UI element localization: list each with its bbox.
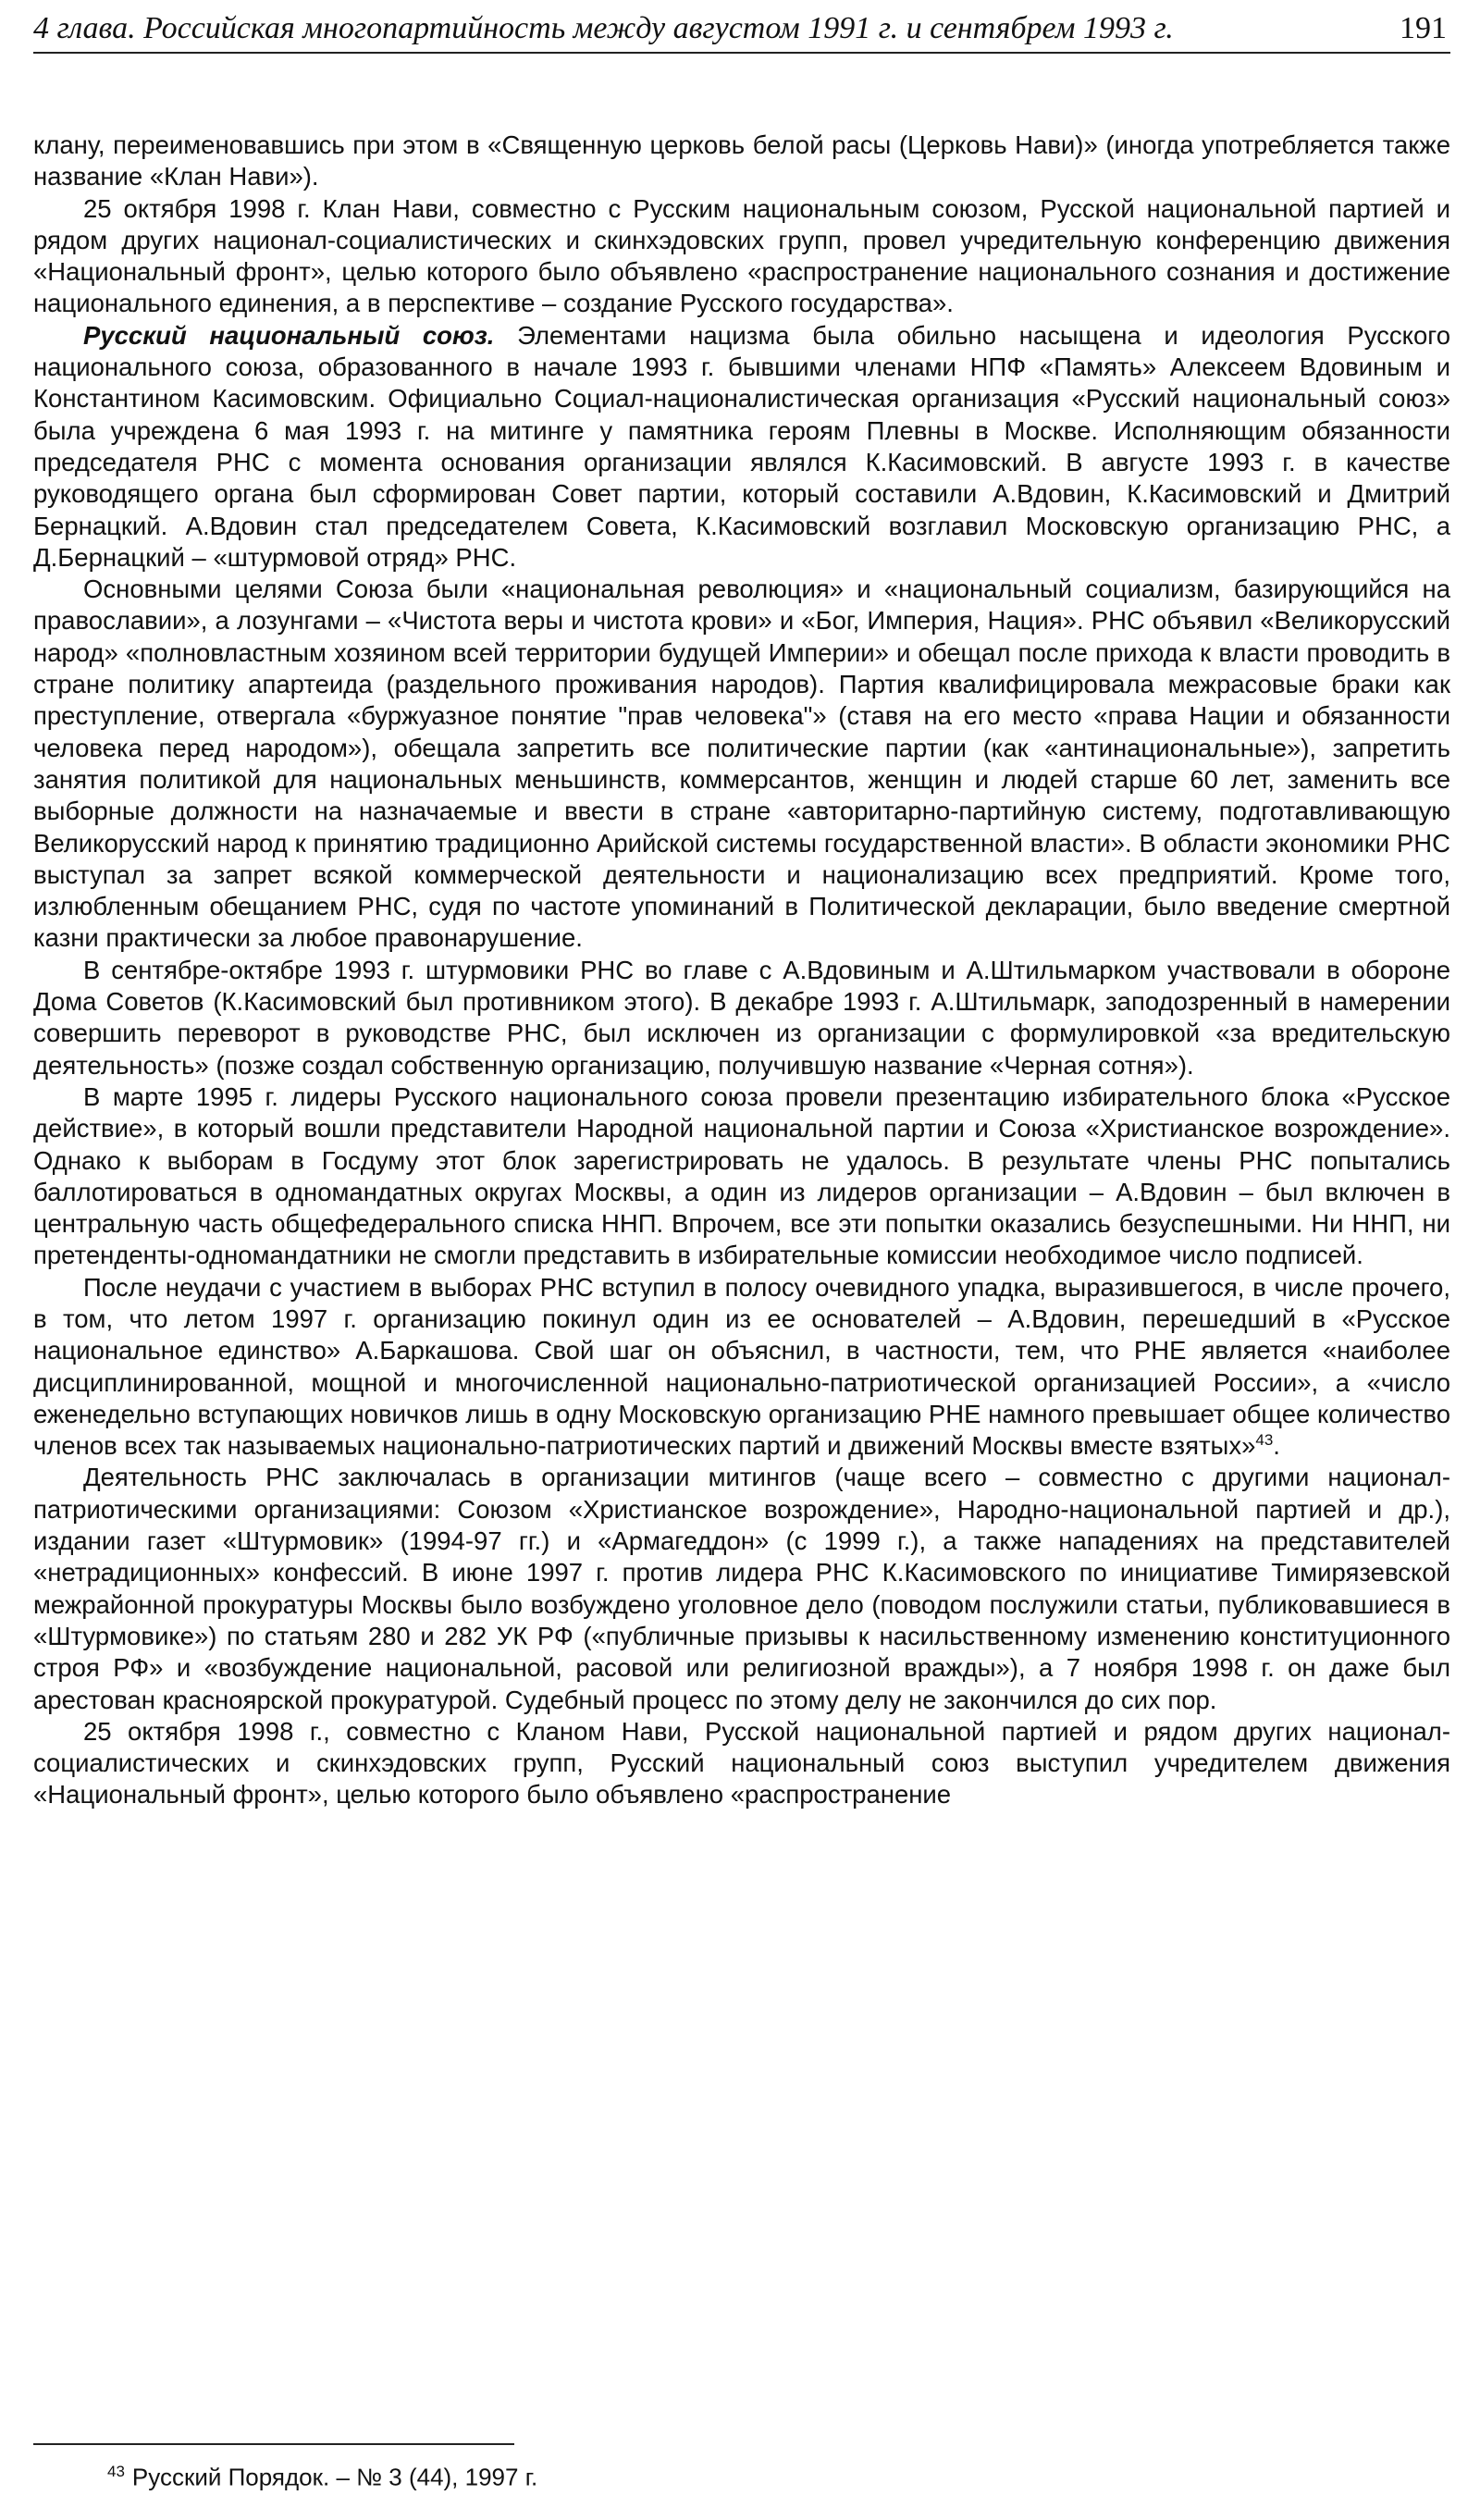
page-number: 191 — [1400, 11, 1447, 45]
paragraph: Основными целями Союза были «национальная революция» и «национальный социализм, базирующийся на православии», а лозунгами – «Чистота веры и чистота крови» и «Бог, Империя, Нация». РНС объявил «Великорусский народ» «полновластным хозяином всей территории будущей Империи» и обещал после прихода к власти проводить в стране политику апартеида (раздельного проживания народов). Партия квалифицировала межрасовые браки как преступление, отвергала «буржуазное понятие "прав человека"» (ставя на его место «права Нации и обязанности человека перед народом»), обещала запретить все политические партии (как «антинациональные»), запретить занятия политикой для национальных меньшинств, коммерсантов, женщин и людей старше 60 лет, заменить все выборные должности на назначаемые и ввести в стране «авторитарно-партийную систему, подготавливающую Великорусский народ к принятию традиционно Арийской системы государственной власти». В области экономики РНС выступал за запрет всякой коммерческой деятельности и национализацию всех предприятий. Кроме того, излюбленным обещанием РНС, судя по частоте упоминаний в Политической декларации, было введение смертной казни практически за любое правонарушение. — [33, 574, 1450, 953]
footnote-number: 43 — [107, 2463, 125, 2480]
paragraph: Деятельность РНС заключалась в организации митингов (чаще всего – совместно с другими национал-патриотическими организациями: Союзом «Христианское возрождение», Народно-национальной партией и др.), издании газет «Штурмовик» (1994-97 гг.) и «Армагеддон» (с 1999 г.), а также нападениях на представителей «нетрадиционных» конфессий. В июне 1997 г. против лидера РНС К.Касимовского по инициативе Тимирязевской межрайонной прокуратуры Москвы было возбуждено уголовное дело (поводом послужили статьи, публиковавшиеся в «Штурмовике») по статьям 280 и 282 УК РФ («публичные призывы к насильственному изменению конституционного строя РФ» и «возбуждение национальной, расовой или религиозной вражды»), а 7 ноября 1998 г. он даже был арестован красноярской прокуратурой. Судебный процесс по этому делу не закончился до сих пор. — [33, 1463, 1450, 1714]
footnote — [33, 2453, 1450, 2496]
paragraph: В марте 1995 г. лидеры Русского национального союза провели презентацию избирательного блока «Русское действие», в который вошли представители Народной национальной партии и Союза «Христианское возрождение». Однако к выборам в Госдуму этот блок зарегистрировать не удалось. В результате члены РНС попытались баллотироваться в одномандатных округах Москвы, а один из лидеров организации – А.Вдовин – был включен в центральную часть общефедерального списка ННП. Впрочем, все эти попытки оказались безуспешными. Ни ННП, ни претенденты-одномандатники не смогли представить в избирательные комиссии необходимое число подписей. — [33, 1081, 1450, 1270]
paragraph: 25 октября 1998 г. Клан Нави, совместно с Русским национальным союзом, Русской национальной партией и рядом других национал-социалистических и скинхэдовских групп, провел учредительную конференцию движения «Национальный фронт», целью которого было объявлено «распространение национального сознания и достижение национального единения, а в перспективе – создание Русского государства». — [33, 193, 1450, 318]
chapter-title: 4 глава. Российская многопартийность между августом 1991 г. и сентябрем 1993 г. — [33, 11, 1174, 45]
paragraph: В сентябре-октябре 1993 г. штурмовики РНС во главе с А.Вдовиным и А.Штильмарком участвовали в обороне Дома Советов (К.Касимовский был противником этого). В декабре 1993 г. А.Штильмарк, заподозренный в намерении совершить переворот в руководстве РНС, был исключен из организации с формулировкой «за вредительскую деятельность» (позже создал собственную организацию, получившую название «Черная сотня»). — [33, 955, 1450, 1080]
paragraph: После неудачи с участием в выборах РНС вступил в полосу очевидного упадка, выразившегося, в числе прочего, в том, что летом 1997 г. организацию покинул один из ее основателей – А.Вдовин, перешедший в «Русское национальное единство» А.Баркашова. Свой шаг он объяснил, в частности, тем, что РНЕ является «наиболее дисциплинированной, мощной и многочисленной национально-патриотической организацией России», а «число еженедельно вступающих новичков лишь в одну Московскую организацию РНЕ намного превышает общее количество членов всех так называемых национально-патриотических партий и движений Москвы вместе взятых»$^{43}$. — [33, 1272, 1450, 1461]
paragraph: Русский национальный союз. Элементами нацизма была обильно насыщена и идеология Русского национального союза, образованного в начале 1993 г. бывшими членами НПФ «Память» Алексеем Вдовиным и Константином Касимовским. Официально Социал-националистическая организация «Русский национальный союз» была учреждена 6 мая 1993 г. на митинге у памятника героям Плевны в Москве. Исполняющим обязанности председателя РНС с момента основания организации являлся К.Касимовский. В августе 1993 г. в качестве руководящего органа был сформирован Совет партии, который составили А.Вдовин, К.Касимовский и Дмитрий Бернацкий. А.Вдовин стал председателем Совета, К.Касимовский возглавил Московскую организацию РНС, а Д.Бернацкий – «штурмовой отряд» РНС. — [33, 320, 1451, 572]
paragraph: 25 октября 1998 г., совместно с Кланом Нави, Русской национальной партией и рядом других национал-социалистических и скинхэдовских групп, Русский национальный союз выступил учредителем движения «Национальный фронт», целью которого было объявлено «распространение — [33, 1716, 1450, 1810]
body-text — [33, 130, 1450, 1811]
footnote-reference[interactable]: 43 — [1255, 1431, 1274, 1450]
footnote-text: Русский Порядок. – № 3 (44), 1997 г. — [131, 2463, 538, 2491]
running-header — [33, 7, 1450, 54]
footnote-divider — [33, 2443, 514, 2445]
section-lead-heading: Русский национальный союз. — [83, 320, 495, 350]
paragraph: клану, переименовавшись при этом в «Священную церковь белой расы (Церковь Нави)» (иногда употребляется также название «Клан Нави»). — [33, 130, 1450, 191]
